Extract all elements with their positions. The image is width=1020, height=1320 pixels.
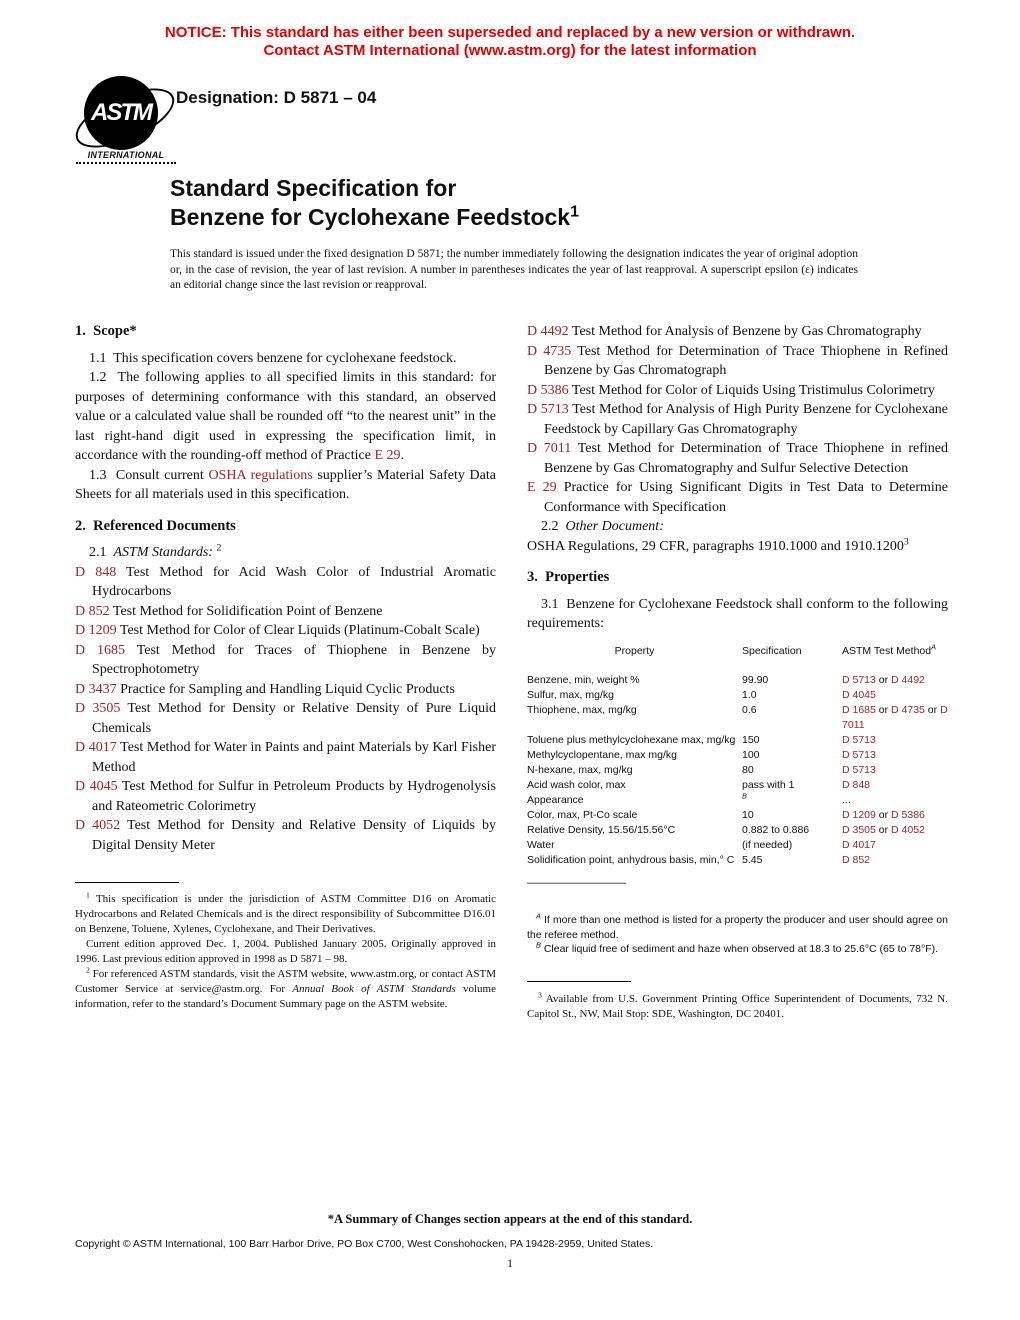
method-cell xyxy=(842,748,948,763)
reference-item: D 4045 Test Method for Sulfur in Petroleum Products by Hydrogenolysis and Rateometric Colorimetry xyxy=(75,779,496,814)
footnote-block xyxy=(75,882,496,1012)
method-cell: ... xyxy=(842,793,851,806)
specification-cell xyxy=(742,793,842,808)
logo-international-text: INTERNATIONAL xyxy=(76,150,176,164)
table-footnotes xyxy=(527,913,948,957)
specification-cell: 5.45 xyxy=(742,853,763,866)
method-code-link[interactable]: D 848 xyxy=(842,778,871,791)
paragraph-2-1: 2.1 ASTM Standards: $^2$ xyxy=(89,542,222,560)
reference-code-link[interactable]: D 852 xyxy=(75,603,110,619)
inline-link[interactable]: OSHA regulations xyxy=(208,467,313,483)
reference-code-link[interactable]: D 4052 xyxy=(75,818,121,833)
table-row xyxy=(527,808,948,823)
reference-item: D 7011 Test Method for Determination of Trace Thiophene in refined Benzene by Gas Chromatography and Sulfur Selective Detection xyxy=(527,441,948,476)
footnote-3: $^3$ Available from U.S. Government Printing Office Superintendent of Documents, 732 N. Capitol St., NW, Mail Stop: SDE, Washington, DC 20401. xyxy=(527,989,948,1020)
properties-table xyxy=(527,644,948,868)
table-row xyxy=(527,748,948,763)
property-cell: Toluene plus methylcyclohexane max, mg/kg xyxy=(527,733,736,746)
spec-footnote-marker: B xyxy=(742,791,747,800)
document-title xyxy=(170,174,579,232)
method-code-link[interactable]: D 5386 xyxy=(891,808,925,821)
astm-logo xyxy=(76,76,176,160)
property-cell: Relative Density, 15.56/15.56°C xyxy=(527,823,676,836)
reference-code-link[interactable]: D 7011 xyxy=(527,441,572,456)
table-body xyxy=(527,673,948,868)
table-footnote-a: $^A$ If more than one method is listed for a property the producer and user should agree on the referee method. xyxy=(527,911,948,941)
reference-item: D 852 Test Method for Solidification Point of Benzene xyxy=(75,603,383,619)
column-header-property: Property xyxy=(614,644,655,657)
specification-cell: 99.90 xyxy=(742,673,769,686)
method-code-link[interactable]: D 4045 xyxy=(842,688,876,701)
reference-item: D 4735 Test Method for Determination of Trace Thiophene in Refined Benzene by Gas Chromatograph xyxy=(527,343,948,378)
method-code-link[interactable]: D 4052 xyxy=(891,823,925,836)
table-row xyxy=(527,733,948,748)
specification-cell: pass with 1 xyxy=(742,778,795,791)
specification-cell: (if needed) xyxy=(742,838,793,851)
column-header-method: ASTM Test Method$^A$ xyxy=(842,642,936,657)
property-cell: Appearance xyxy=(527,793,584,806)
table-end-dashes: ————————— xyxy=(527,876,626,889)
reference-item: D 3437 Practice for Sampling and Handling Liquid Cyclic Products xyxy=(75,681,455,697)
method-code-link[interactable]: D 5713 xyxy=(842,748,876,761)
designation: Designation: D 5871 – 04 xyxy=(176,88,377,107)
method-code-link[interactable]: D 4017 xyxy=(842,838,876,851)
method-cell: D 1685 or D 4735 or D 7011 xyxy=(842,703,948,731)
paragraph-3-1: 3.1 Benzene for Cyclohexane Feedstock shall conform to the following requirements: xyxy=(527,596,948,631)
reference-item: D 1685 Test Method for Traces of Thiophene in Benzene by Spectrophotometry xyxy=(75,642,496,677)
method-cell xyxy=(842,733,948,748)
property-cell: Thiophene, max, mg/kg xyxy=(527,703,637,716)
logo-astm-text: ASTM xyxy=(91,99,151,126)
reference-item: D 848 Test Method for Acid Wash Color of Industrial Aromatic Hydrocarbons xyxy=(75,564,496,599)
other-document-item: OSHA Regulations, 29 CFR, paragraphs 1910.1000 and 1910.1200$^3$ xyxy=(527,535,909,554)
title-line-1: Standard Specification for xyxy=(170,175,457,201)
reference-code-link[interactable]: E 29 xyxy=(527,480,557,495)
specification-cell: 10 xyxy=(742,808,754,821)
reference-code-link[interactable]: D 5386 xyxy=(527,382,569,398)
summary-of-changes-note: *A Summary of Changes section appears at the end of this standard. xyxy=(327,1212,693,1226)
property-cell: Benzene, min, weight % xyxy=(527,673,640,686)
title-line-2: Benzene for Cyclohexane Feedstock$^1$ xyxy=(170,202,580,230)
method-cell xyxy=(842,763,948,778)
footnote-2: $^2$ For referenced ASTM standards, visit the ASTM website, www.astm.org, or contact ASTM Customer Service at service@astm.org. For Annual Book of ASTM Standards volume information, refer to the standard’s Document Summary page on the ASTM website. xyxy=(75,965,496,1010)
method-code-link[interactable]: D 1685 xyxy=(842,703,876,716)
reference-code-link[interactable]: D 4492 xyxy=(527,324,569,339)
reference-item: D 4492 Test Method for Analysis of Benzene by Gas Chromatography xyxy=(527,324,922,339)
specification-cell: 0.6 xyxy=(742,703,757,716)
header-footnote-marker: A xyxy=(931,642,936,651)
title-footnote-marker: 1 xyxy=(570,202,580,221)
footnote-rule xyxy=(75,882,179,883)
paragraph-2-2: 2.2 Other Document: xyxy=(541,519,664,534)
reference-item: D 4017 Test Method for Water in Paints and paint Materials by Karl Fisher Method xyxy=(75,740,496,775)
two-column-body xyxy=(75,322,948,1022)
method-code-link[interactable]: D 5713 xyxy=(842,763,876,776)
reference-code-link[interactable]: D 5713 xyxy=(527,402,569,417)
reference-code-link[interactable]: D 4735 xyxy=(527,343,572,359)
method-cell xyxy=(842,853,948,868)
paragraph-1-1: 1.1 This specification covers benzene for cyclohexane feedstock. xyxy=(89,350,457,366)
method-code-link[interactable]: D 5713 xyxy=(842,733,876,746)
left-column xyxy=(75,322,496,1022)
reference-item: D 5386 Test Method for Color of Liquids Using Tristimulus Colorimetry xyxy=(527,382,935,398)
section-1-heading: 1. Scope* xyxy=(75,323,137,339)
specification-cell: 0.882 to 0.886 xyxy=(742,823,810,836)
property-cell: Water xyxy=(527,838,555,851)
section-3-heading: 3. Properties xyxy=(527,569,610,585)
property-cell: Sulfur, max, mg/kg xyxy=(527,688,614,701)
section-2-heading: 2. Referenced Documents xyxy=(75,517,236,534)
notice-line-1: NOTICE: This standard has either been superseded and replaced by a new version or withdrawn. xyxy=(164,24,856,41)
column-header-specification: Specification xyxy=(742,644,802,657)
method-code-link[interactable]: D 852 xyxy=(842,853,871,866)
superseded-notice xyxy=(0,24,1020,60)
reference-item: E 29 Practice for Using Significant Digits in Test Data to Determine Conformance with Specification xyxy=(527,480,948,515)
reference-code-link[interactable]: D 3437 xyxy=(75,681,117,697)
reference-item: D 1209 Test Method for Color of Clear Liquids (Platinum-Cobalt Scale) xyxy=(75,623,480,638)
reference-list-right xyxy=(527,322,948,517)
table-row xyxy=(527,673,948,688)
copyright-line: Copyright © ASTM International, 100 Barr Harbor Drive, PO Box C700, West Conshohocken, PA 19428-2959, United States. xyxy=(75,1238,654,1250)
table-row xyxy=(527,703,948,733)
right-column xyxy=(527,322,948,1022)
table-row xyxy=(527,688,948,703)
property-cell: Acid wash color, max xyxy=(527,778,626,791)
specification-cell: 100 xyxy=(742,748,760,761)
footnote-1-edition: Current edition approved Dec. 1, 2004. Published January 2005. Originally approved in 1996. Last previous edition approved in 1998 as D 5871 – 98. xyxy=(75,938,496,965)
specification-cell: 80 xyxy=(742,763,754,776)
property-cell: N-hexane, max, mg/kg xyxy=(527,763,633,776)
table-row xyxy=(527,823,948,838)
inline-link[interactable]: E 29 xyxy=(374,448,401,463)
reference-item: D 5713 Test Method for Analysis of High Purity Benzene for Cyclohexane Feedstock by Capillary Gas Chromatography xyxy=(527,402,948,437)
method-cell xyxy=(842,838,948,853)
property-cell: Solidification point, anhydrous basis, min,° C xyxy=(527,853,735,866)
property-cell: Methylcyclopentane, max mg/kg xyxy=(527,748,677,761)
table-row xyxy=(527,838,948,853)
specification-cell: 150 xyxy=(742,733,760,746)
table-header-row xyxy=(527,644,948,673)
reference-code-link[interactable]: D 848 xyxy=(75,564,117,580)
reference-list-left xyxy=(75,563,496,856)
method-code-link[interactable]: D 4735 xyxy=(891,703,925,716)
reference-code-link[interactable]: D 4017 xyxy=(75,740,117,755)
method-cell: D 3505 or D 4052 xyxy=(842,823,925,836)
paragraph-1-2: 1.2 The following applies to all specified limits in this standard: for purposes of determining conformance with this standard, an observed value or a calculated value shall be rounded off “to the nearest unit” in the last right-hand digit used in expressing the specification limit, in accordance with the rounding-off method of Practice E 29. xyxy=(75,370,496,463)
method-cell: D 1209 or D 5386 xyxy=(842,808,925,821)
method-code-link[interactable]: D 1209 xyxy=(842,808,876,821)
reference-code-link[interactable]: D 4045 xyxy=(75,779,118,794)
issuance-paragraph: This standard is issued under the fixed designation D 5871; the number immediately following the designation indicates the year of original adoption or, in the case of revision, the year of last revision. A number in parentheses indicates the year of last reapproval. A superscript epsilon (ε) indicates an editorial change since the last revision or reapproval. xyxy=(170,248,858,291)
reference-code-link[interactable]: D 1209 xyxy=(75,623,117,638)
reference-item: D 4052 Test Method for Density and Relative Density of Liquids by Digital Density Meter xyxy=(75,818,496,853)
reference-code-link[interactable]: D 3505 xyxy=(75,701,121,716)
footnote-3-rule xyxy=(527,981,631,982)
method-cell: D 5713 or D 4492 xyxy=(842,673,925,686)
reference-item: D 3505 Test Method for Density or Relative Density of Pure Liquid Chemicals xyxy=(75,701,496,736)
paragraph-1-3: 1.3 Consult current OSHA regulations supplier’s Material Safety Data Sheets for all materials used in this specification. xyxy=(75,467,496,502)
method-cell xyxy=(842,688,948,703)
reference-code-link[interactable]: D 1685 xyxy=(75,642,126,658)
logo-circle xyxy=(84,76,158,150)
page-number: 1 xyxy=(507,1258,513,1270)
table-footnote-b: $^B$ Clear liquid free of sediment and haze when observed at 18.3 to 25.6°C (65 to 78°F). xyxy=(536,940,939,955)
method-cell xyxy=(842,778,948,793)
footnote-1: $^1$ This specification is under the jurisdiction of ASTM Committee D16 on Aromatic Hydrocarbons and Related Chemicals and is the direct responsibility of Subcommittee D16.01 on Benzene, Toluene, Xylenes, Cyclohexane, and Their Derivatives. xyxy=(75,890,496,935)
table-row xyxy=(527,763,948,778)
notice-line-2: Contact ASTM International (www.astm.org) for the latest information xyxy=(263,42,757,59)
property-cell: Color, max, Pt-Co scale xyxy=(527,808,638,821)
table-row xyxy=(527,853,948,868)
footnote-3-block xyxy=(527,981,948,1022)
method-code-link[interactable]: D 3505 xyxy=(842,823,876,836)
specification-cell: 1.0 xyxy=(742,688,757,701)
table-row xyxy=(527,793,948,808)
method-code-link[interactable]: D 5713 xyxy=(842,673,876,686)
method-code-link[interactable]: D 4492 xyxy=(891,673,925,686)
method-code-link[interactable]: D 7011 xyxy=(842,703,948,731)
table-row xyxy=(527,778,948,793)
